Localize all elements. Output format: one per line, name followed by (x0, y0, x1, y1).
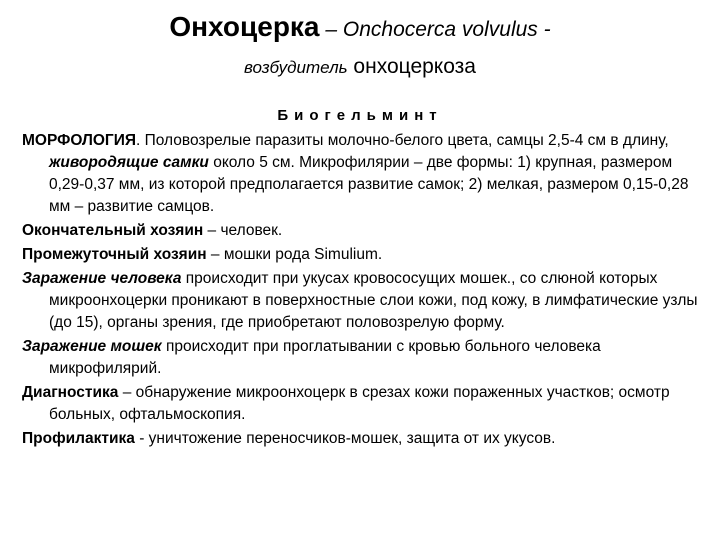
title-main: Онхоцерка (169, 11, 320, 42)
human-infection-text: происходит при укусах кровососущих мошек., со слюной которых микроонхоцерки проникают в поверхностные слои кожи, под кожу, в лимфатические узлы (до 15), органы зрения, где приобретают половозрелую форму. (49, 270, 698, 331)
morphology-text-2: около 5 см. Микрофилярии – две формы: 1) крупная, размером 0,29-0,37 мм, из которой предполагается развитие самок; 2) мелкая, размером 0,15-0,28 мм – развитие самцов. (49, 154, 689, 215)
subtitle-italic: возбудитель (244, 58, 348, 77)
morphology-paragraph (22, 130, 702, 218)
morphology-term: МОРФОЛОГИЯ (22, 132, 137, 149)
diagnostics-paragraph (22, 382, 702, 426)
morphology-emphasis: живородящие самки (49, 154, 209, 171)
title-latin: Onchocerca volvulus (342, 18, 538, 41)
biohelminth-heading: Биогельминт (277, 107, 443, 124)
title-trail: - (537, 18, 551, 41)
definitive-host-term: Окончательный хозяин (22, 222, 204, 239)
definitive-host-text: – человек. (203, 222, 283, 239)
slide-title (0, 10, 720, 47)
human-infection-term: Заражение человека (22, 270, 182, 287)
fly-infection-term: Заражение мошек (22, 338, 162, 355)
content-body (22, 130, 702, 452)
human-infection-paragraph (22, 268, 702, 334)
prevention-text: - уничтожение переносчиков-мошек, защита от их укусов. (134, 430, 556, 447)
fly-infection-paragraph (22, 336, 702, 380)
morphology-text-1: . Половозрелые паразиты молочно-белого цвета, самцы 2,5-4 см в длину, (136, 132, 669, 149)
intermediate-host-term: Промежуточный хозяин (22, 246, 207, 263)
prevention-paragraph (22, 428, 702, 450)
intermediate-host-text: – мошки рода Simulium. (206, 246, 383, 263)
title-dash: – (319, 18, 343, 41)
intermediate-host-paragraph (22, 244, 702, 266)
slide-subtitle (0, 54, 720, 81)
prevention-term: Профилактика (22, 430, 135, 447)
definitive-host-paragraph (22, 220, 702, 242)
subtitle-plain: онхоцеркоза (347, 55, 476, 78)
diagnostics-text: – обнаружение микроонхоцерк в срезах кожи пораженных участков; осмотр больных, офтальмоскопия. (49, 384, 670, 423)
diagnostics-term: Диагностика (22, 384, 119, 401)
fly-infection-text: происходит при проглатывании с кровью больного человека микрофилярий. (49, 338, 601, 377)
